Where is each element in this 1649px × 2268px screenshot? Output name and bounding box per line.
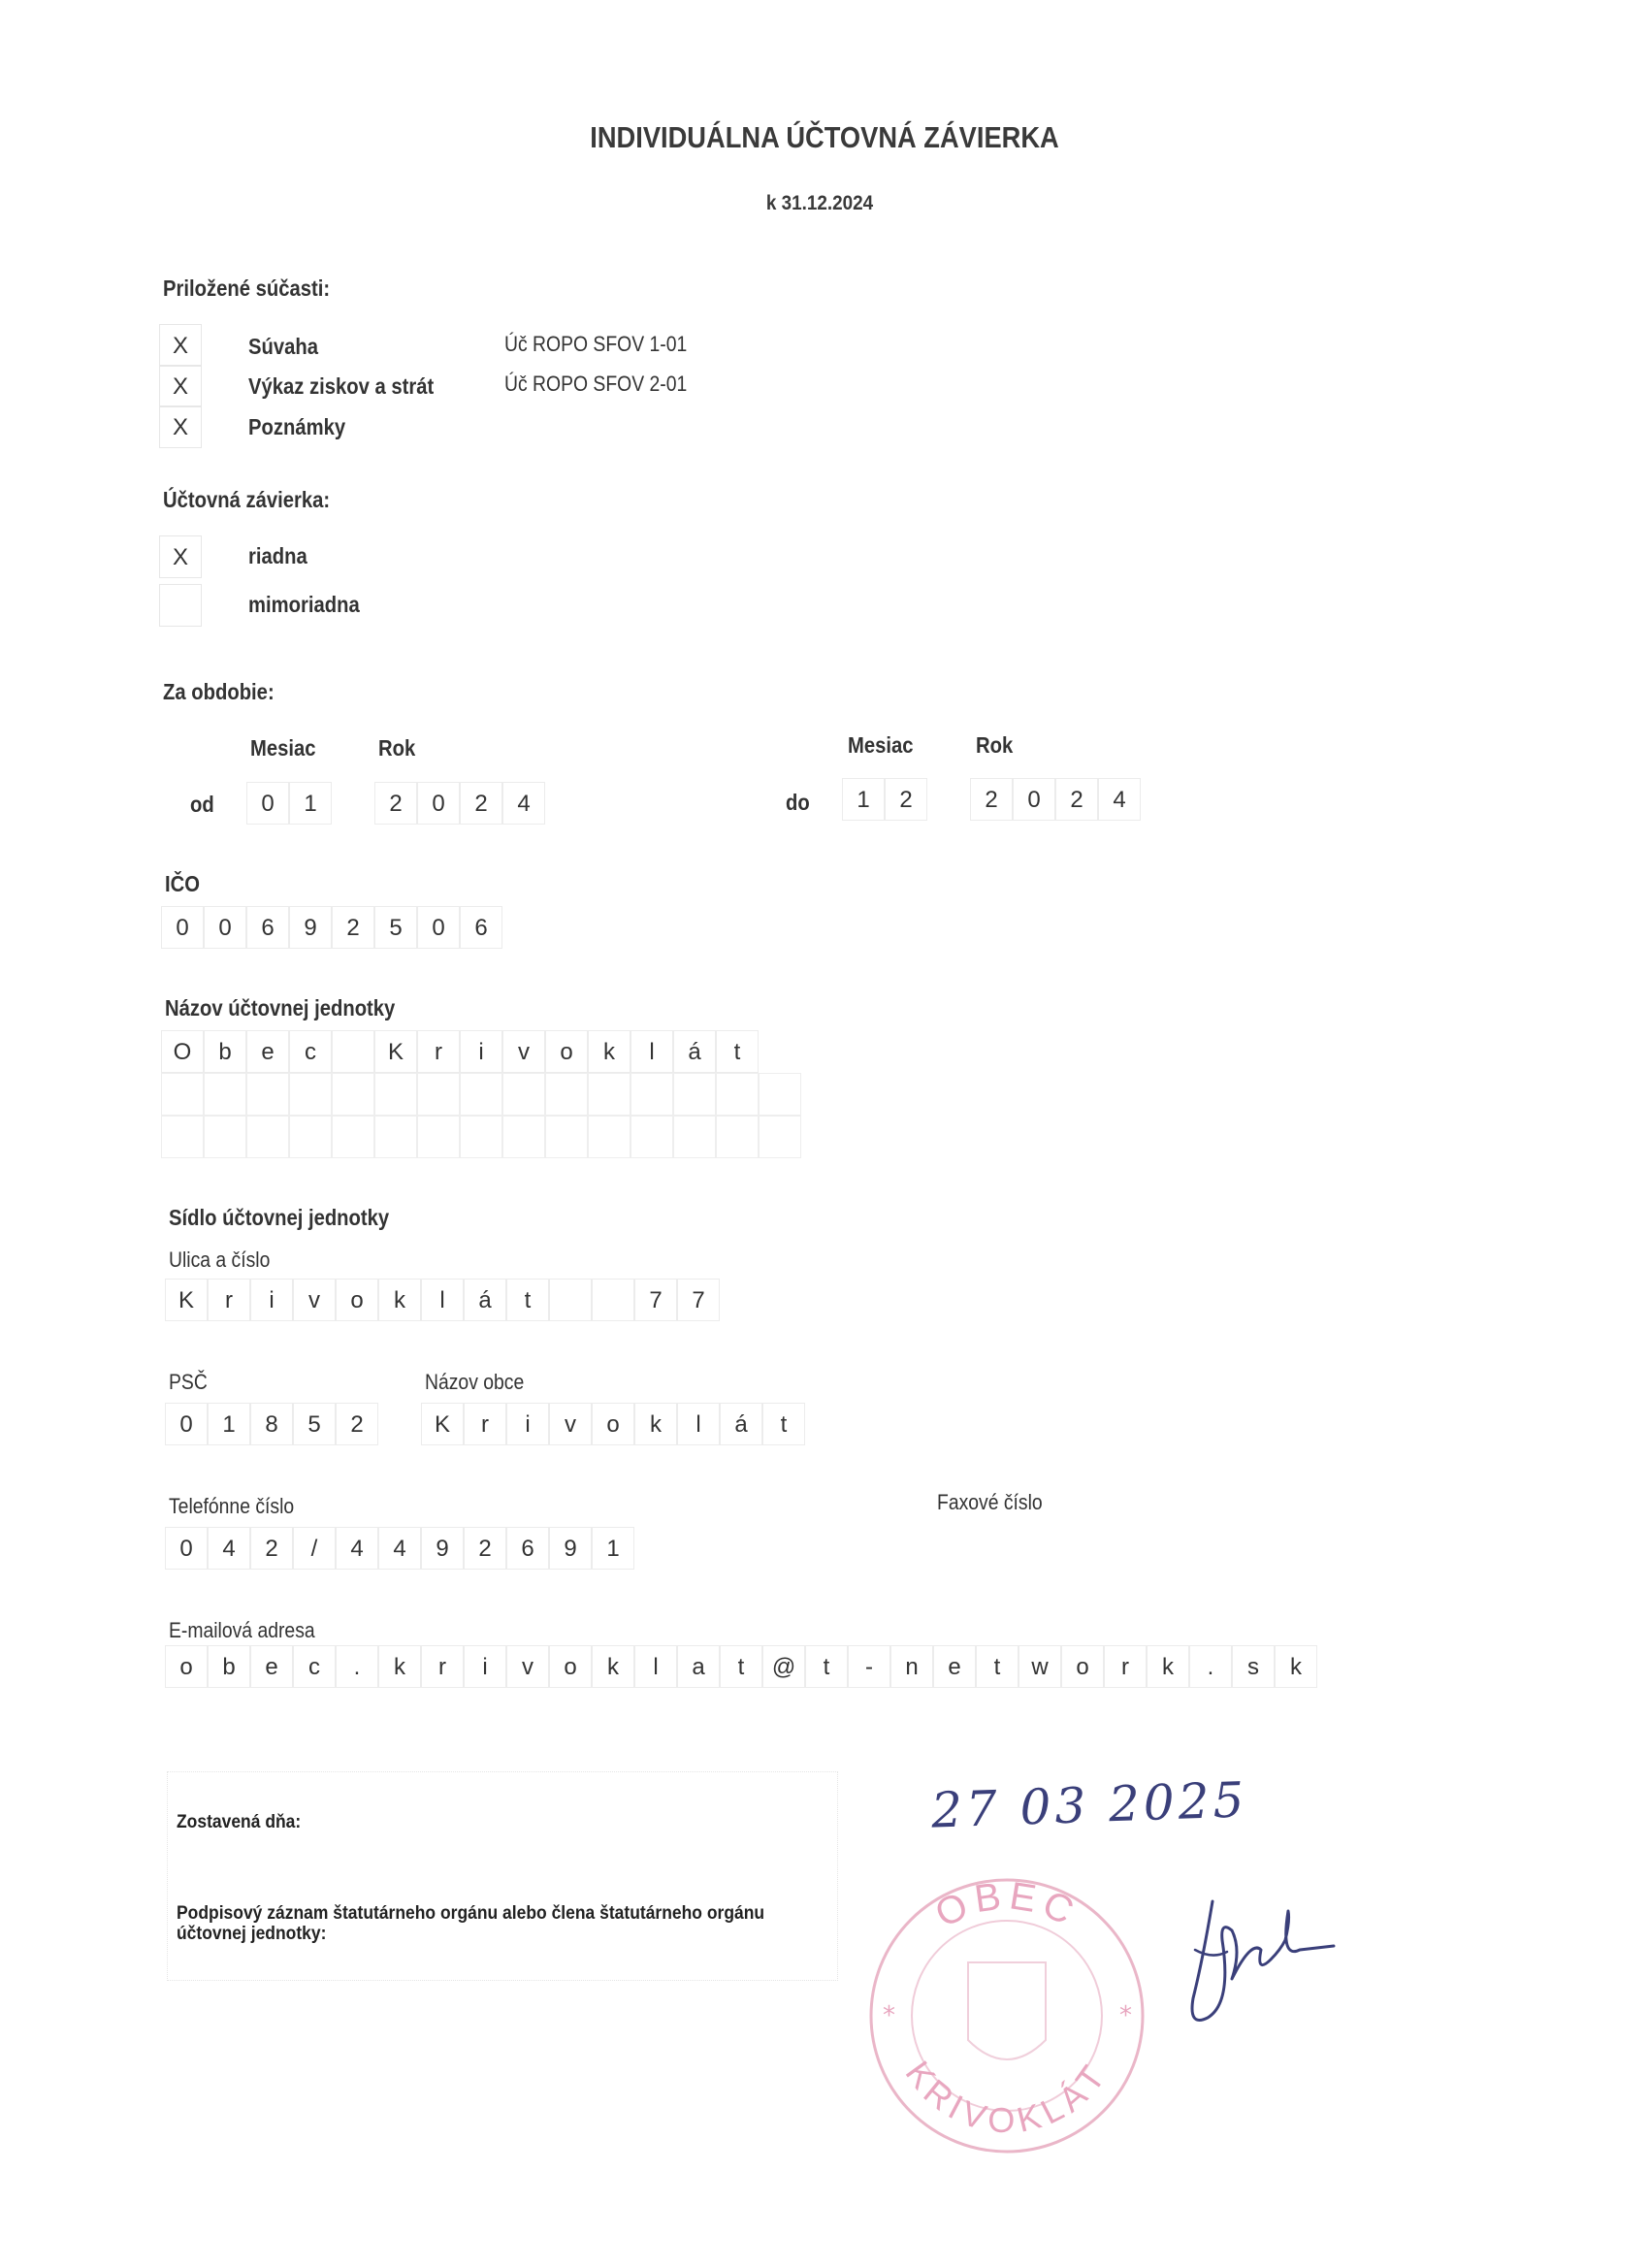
signature-block: [167, 1771, 838, 1981]
attachment-checkbox-pnl[interactable]: X: [159, 365, 202, 407]
ico-digit: 0: [161, 906, 204, 949]
fax-label: Faxové číslo: [937, 1490, 1043, 1514]
entity-name-char: b: [204, 1030, 246, 1073]
from-year-digit: 0: [417, 782, 460, 825]
street-char: o: [336, 1279, 378, 1321]
from-year-field[interactable]: [374, 782, 545, 825]
to-label: do: [786, 790, 810, 815]
entity-name-char: [332, 1030, 374, 1073]
attachment-code-balance: Úč ROPO SFOV 1-01: [504, 332, 688, 356]
entity-name-char: i: [460, 1030, 502, 1073]
city-char: l: [677, 1403, 720, 1445]
to-year-digit: 4: [1098, 778, 1141, 821]
email-char: t: [976, 1645, 1018, 1688]
attachment-code-pnl: Úč ROPO SFOV 2-01: [504, 372, 688, 396]
entity-name-char: k: [588, 1030, 630, 1073]
phone-char: 9: [421, 1527, 464, 1570]
street-char: l: [421, 1279, 464, 1321]
entity-name-char: e: [246, 1030, 289, 1073]
email-char: s: [1232, 1645, 1275, 1688]
phone-char: /: [293, 1527, 336, 1570]
email-char: b: [208, 1645, 250, 1688]
psc-digit: 2: [336, 1403, 378, 1445]
city-char: v: [549, 1403, 592, 1445]
email-char: v: [506, 1645, 549, 1688]
street-char: 7: [634, 1279, 677, 1321]
ico-digit: 0: [204, 906, 246, 949]
phone-char: 4: [378, 1527, 421, 1570]
statement-label-regular: riadna: [248, 543, 307, 568]
ico-digit: 6: [246, 906, 289, 949]
city-char: i: [506, 1403, 549, 1445]
entity-name-char: l: [630, 1030, 673, 1073]
email-field[interactable]: [165, 1645, 1317, 1688]
phone-char: 4: [336, 1527, 378, 1570]
statement-checkbox-extraordinary[interactable]: [159, 584, 202, 627]
street-field[interactable]: [165, 1279, 720, 1321]
statement-checkbox-regular[interactable]: X: [159, 535, 202, 578]
street-char: t: [506, 1279, 549, 1321]
to-year-digit: 2: [970, 778, 1013, 821]
city-label: Názov obce: [425, 1370, 525, 1394]
compiled-date-label: Zostavená dňa:: [177, 1812, 302, 1832]
phone-char: 4: [208, 1527, 250, 1570]
ico-digit: 2: [332, 906, 374, 949]
city-char: t: [762, 1403, 805, 1445]
from-month-digit: 1: [289, 782, 332, 825]
city-char: k: [634, 1403, 677, 1445]
attachment-checkbox-notes[interactable]: X: [159, 405, 202, 448]
email-char: i: [464, 1645, 506, 1688]
email-char: .: [1189, 1645, 1232, 1688]
psc-field[interactable]: [165, 1403, 378, 1445]
to-month-label: Mesiac: [848, 732, 914, 758]
ico-digit: 9: [289, 906, 332, 949]
city-char: r: [464, 1403, 506, 1445]
psc-label: PSČ: [169, 1370, 208, 1394]
from-year-digit: 4: [502, 782, 545, 825]
entity-name-field[interactable]: [161, 1030, 759, 1073]
email-char: r: [1104, 1645, 1147, 1688]
email-char: k: [378, 1645, 421, 1688]
email-char: l: [634, 1645, 677, 1688]
street-char: k: [378, 1279, 421, 1321]
phone-field[interactable]: [165, 1527, 634, 1570]
ico-digit: 6: [460, 906, 502, 949]
stamp-bottom-text: KRIVOKLÁT: [897, 2053, 1116, 2141]
street-char: á: [464, 1279, 506, 1321]
ico-digit: 0: [417, 906, 460, 949]
email-char: k: [1147, 1645, 1189, 1688]
email-char: e: [250, 1645, 293, 1688]
to-year-field[interactable]: [970, 778, 1141, 821]
phone-char: 2: [250, 1527, 293, 1570]
psc-digit: 1: [208, 1403, 250, 1445]
attachment-label-pnl: Výkaz ziskov a strát: [248, 373, 435, 399]
email-char: k: [1275, 1645, 1317, 1688]
to-month-field[interactable]: [842, 778, 927, 821]
period-heading: Za obdobie:: [163, 679, 275, 704]
ico-field[interactable]: [161, 906, 502, 949]
street-char: [592, 1279, 634, 1321]
stamp-coat-of-arms: [968, 1962, 1046, 2059]
email-char: k: [592, 1645, 634, 1688]
to-month-digit: 1: [842, 778, 885, 821]
email-char: o: [549, 1645, 592, 1688]
entity-name-extra-row: [161, 1116, 801, 1158]
attachment-label-notes: Poznámky: [248, 414, 346, 439]
ico-label: IČO: [165, 871, 200, 896]
report-date: k 31.12.2024: [765, 192, 874, 214]
ico-digit: 5: [374, 906, 417, 949]
street-char: i: [250, 1279, 293, 1321]
email-char: t: [720, 1645, 762, 1688]
city-char: o: [592, 1403, 634, 1445]
from-year-digit: 2: [374, 782, 417, 825]
phone-char: 2: [464, 1527, 506, 1570]
entity-name-char: r: [417, 1030, 460, 1073]
city-char: K: [421, 1403, 464, 1445]
statement-type-heading: Účtovná závierka:: [163, 487, 331, 512]
stamp-star-icon: *: [1119, 2001, 1132, 2030]
handwritten-signature: [1174, 1882, 1348, 2037]
to-year-digit: 2: [1055, 778, 1098, 821]
entity-name-extra-row: [161, 1073, 801, 1116]
attachment-label-balance: Súvaha: [248, 334, 319, 359]
from-year-digit: 2: [460, 782, 502, 825]
from-month-field[interactable]: [246, 782, 332, 825]
email-char: .: [336, 1645, 378, 1688]
to-year-digit: 0: [1013, 778, 1055, 821]
entity-name-label: Názov účtovnej jednotky: [165, 995, 396, 1021]
phone-label: Telefónne číslo: [169, 1494, 295, 1518]
phone-char: 6: [506, 1527, 549, 1570]
address-heading: Sídlo účtovnej jednotky: [169, 1205, 390, 1230]
email-char: w: [1018, 1645, 1061, 1688]
stamp-star-icon: *: [883, 2001, 895, 2030]
email-char: n: [890, 1645, 933, 1688]
to-month-digit: 2: [885, 778, 927, 821]
phone-char: 9: [549, 1527, 592, 1570]
email-char: t: [805, 1645, 848, 1688]
entity-name-char: t: [716, 1030, 759, 1073]
psc-digit: 0: [165, 1403, 208, 1445]
street-char: [549, 1279, 592, 1321]
email-char: -: [848, 1645, 890, 1688]
entity-name-char: c: [289, 1030, 332, 1073]
email-char: a: [677, 1645, 720, 1688]
stamp-top-text: OBEC: [928, 1874, 1085, 1936]
attachment-checkbox-balance[interactable]: X: [159, 324, 202, 367]
street-char: v: [293, 1279, 336, 1321]
attachments-heading: Priložené súčasti:: [163, 275, 331, 301]
phone-char: 0: [165, 1527, 208, 1570]
entity-name-char: o: [545, 1030, 588, 1073]
email-char: e: [933, 1645, 976, 1688]
page-title: INDIVIDUÁLNA ÚČTOVNÁ ZÁVIERKA: [590, 120, 1059, 154]
to-year-label: Rok: [976, 732, 1014, 758]
street-char: K: [165, 1279, 208, 1321]
email-char: c: [293, 1645, 336, 1688]
entity-name-char: á: [673, 1030, 716, 1073]
email-char: r: [421, 1645, 464, 1688]
phone-char: 1: [592, 1527, 634, 1570]
psc-digit: 8: [250, 1403, 293, 1445]
entity-name-char: v: [502, 1030, 545, 1073]
statement-label-extraordinary: mimoriadna: [248, 592, 360, 617]
email-char: @: [762, 1645, 805, 1688]
city-char: á: [720, 1403, 762, 1445]
street-char: r: [208, 1279, 250, 1321]
from-year-label: Rok: [378, 735, 416, 761]
email-label: E-mailová adresa: [169, 1618, 315, 1642]
street-char: 7: [677, 1279, 720, 1321]
compiled-date-handwritten: 27 03 2025: [930, 1771, 1249, 1839]
entity-name-char: K: [374, 1030, 417, 1073]
from-label: od: [190, 792, 214, 817]
from-month-label: Mesiac: [250, 735, 316, 761]
email-char: o: [165, 1645, 208, 1688]
signature-label: Podpisový záznam štatutárneho orgánu alebo člena štatutárneho orgánu účtovnej jednotky:: [177, 1903, 765, 1944]
from-month-digit: 0: [246, 782, 289, 825]
official-stamp: [861, 1870, 1152, 2161]
email-char: o: [1061, 1645, 1104, 1688]
psc-digit: 5: [293, 1403, 336, 1445]
city-field[interactable]: [421, 1403, 805, 1445]
street-label: Ulica a číslo: [169, 1247, 271, 1272]
entity-name-char: O: [161, 1030, 204, 1073]
